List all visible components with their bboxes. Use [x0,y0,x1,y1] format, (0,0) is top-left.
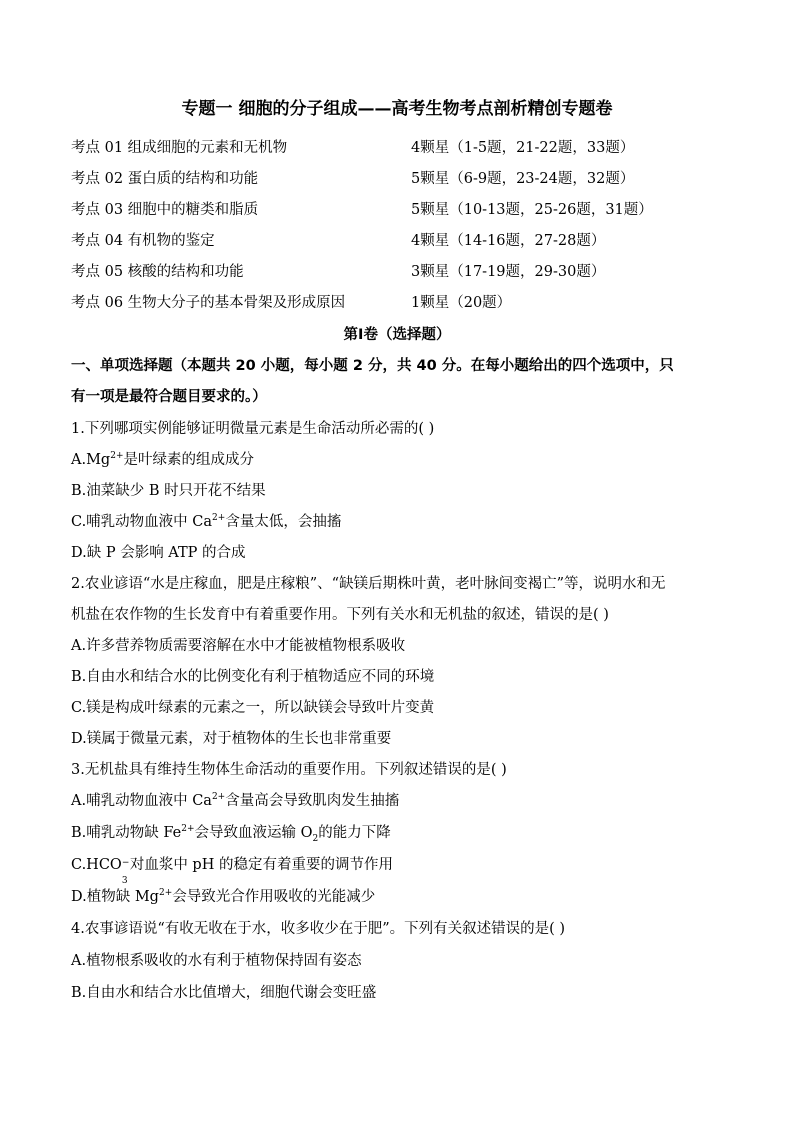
question-stem: 1.下列哪项实例能够证明微量元素是生命活动所必需的( ) [71,421,435,437]
kaodian-name: 考点 02 蛋白质的结构和功能 [71,171,259,187]
kaodian-name: 考点 04 有机物的鉴定 [71,233,215,249]
kaodian-name: 考点 05 核酸的结构和功能 [71,264,244,280]
kaodian-row [71,137,634,159]
option-c: C.哺乳动物血液中 $Ca^{2+}$含量太低，会抽搐 [71,513,342,530]
option-a: A.许多营养物质需要溶解在水中才能被植物根系吸收 [71,638,406,654]
kaodian-row [71,168,634,190]
kaodian-row [71,199,653,221]
option-a: A.植物根系吸收的水有利于植物保持固有姿态 [71,953,362,969]
section-title: 第Ⅰ卷（选择题） [343,327,451,343]
option-a: A.哺乳动物血液中 $Ca^{2+}$含量高会导致肌肉发生抽搐 [71,792,400,809]
question-stem: 3.无机盐具有维持生物体生命活动的重要作用。下列叙述错误的是( ) [71,762,507,778]
question-stem: 2.农业谚语“水是庄稼血，肥是庄稼粮”、“缺镁后期株叶黄，老叶脉间变褐亡”等，说明水和无 [71,576,666,592]
kaodian-stars: 1颗星（20题） [411,295,512,311]
option-b: B.油菜缺少 B 时只开花不结果 [71,483,266,499]
kaodian-row [71,261,605,283]
question-stem: 机盐在农作物的生长发育中有着重要作用。下列有关水和无机盐的叙述，错误的是( ) [71,607,609,623]
kaodian-stars: 5颗星（10-13题，25-26题，31题） [411,202,653,218]
instructions-line: 一、单项选择题（本题共 20 小题，每小题 2 分，共 40 分。在每小题给出的四个选项中，只 [71,358,674,374]
instructions-line: 有一项是最符合题目要求的。） [71,389,267,405]
option-b: B.哺乳动物缺 $Fe^{2+}$会导致血液运输 $O_2$的能力下降 [71,824,391,844]
kaodian-stars: 4颗星（14-16题，27-28题） [411,233,606,249]
option-d: D.缺 P 会影响 ATP 的合成 [71,545,246,561]
kaodian-stars: 4颗星（1-5题，21-22题，33题） [411,140,635,156]
kaodian-name: 考点 03 细胞中的糖类和脂质 [71,202,259,218]
document-title: 专题一 细胞的分子组成——高考生物考点剖析精创专题卷 [181,99,613,119]
kaodian-name: 考点 06 生物大分子的基本骨架及形成原因 [71,295,346,311]
kaodian-row [71,230,605,252]
option-b: B.自由水和结合水的比例变化有利于植物适应不同的环境 [71,669,435,685]
kaodian-name: 考点 01 组成细胞的元素和无机物 [71,140,288,156]
kaodian-stars: 5颗星（6-9题，23-24题，32题） [411,171,635,187]
option-a: $A.Mg^{2+}$是叶绿素的组成成分 [71,451,254,468]
kaodian-row [71,292,511,314]
question-stem: 4.农事谚语说“有收无收在于水，收多收少在于肥”。下列有关叙述错误的是( ) [71,921,566,937]
option-d: D.植物缺 $Mg^{2+}$会导致光合作用吸收的光能减少 [71,888,376,905]
option-c: C.镁是构成叶绿素的元素之一，所以缺镁会导致叶片变黄 [71,700,435,716]
kaodian-stars: 3颗星（17-19题，29-30题） [411,264,606,280]
option-d: D.镁属于微量元素，对于植物体的生长也非常重要 [71,731,392,747]
option-b: B.自由水和结合水比值增大，细胞代谢会变旺盛 [71,985,377,1001]
option-c: C.HCO − 3 对血浆中 pH 的稳定有着重要的调节作用 [71,857,393,886]
